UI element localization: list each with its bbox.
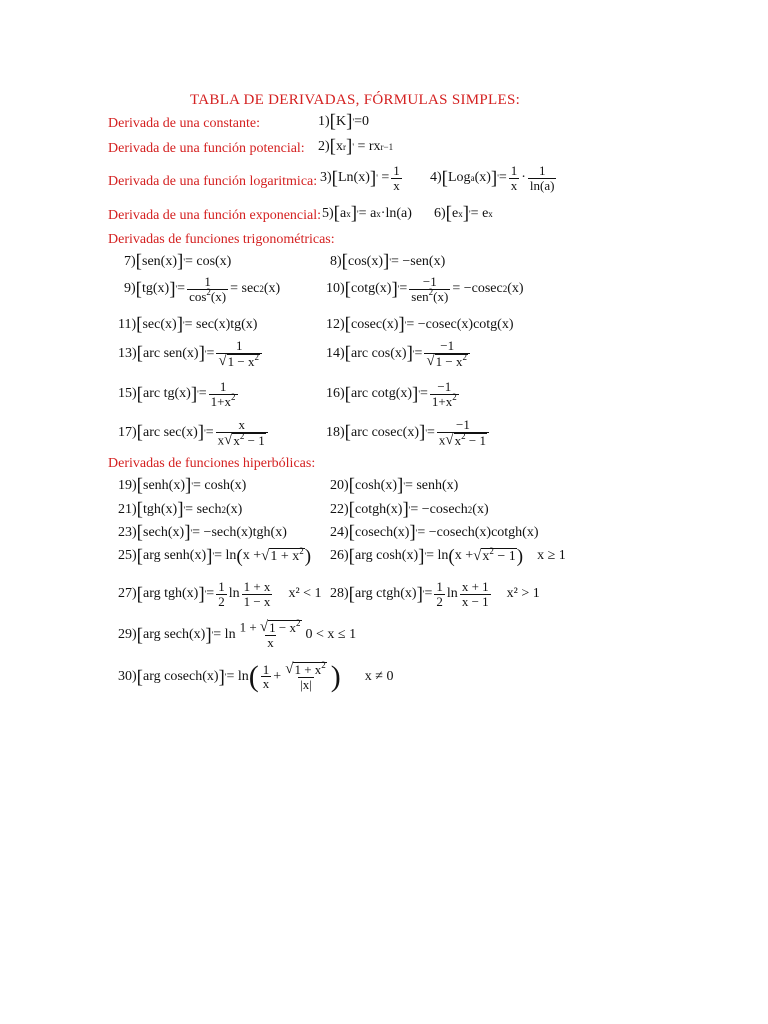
formula-number: 3)	[320, 170, 332, 186]
formula-number: 28)	[330, 586, 349, 602]
formula-28: 28) [ arg ctgh(x) ] ' = $\frac{1}{2}$ ln $\frac{x + 1}{x - 1}$ x² > 1	[330, 579, 540, 609]
formula-2: 2) [ x r ] ' = rx r−1	[318, 136, 394, 157]
formula-30: 30) [ arg cosech(x) ] ' = ln ( $\frac{1}{x}$ + √ $1 + x^2$ |x| ) x ≠ 0	[118, 660, 394, 694]
formula-number: 13)	[118, 345, 137, 361]
formula-11: 11) [ sec(x) ] ' = sec(x)tg(x)	[118, 314, 258, 335]
formula-number: 12)	[326, 316, 345, 332]
formula-number: 11)	[118, 316, 137, 332]
page-title: TABLA DE DERIVADAS, FÓRMULAS SIMPLES:	[190, 92, 521, 108]
formula-13: 13) [ arc sen(x) ] ' = 1 √ $1 - x^2$	[118, 339, 264, 369]
section-label-exponencial: Derivada de una función exponencial:	[108, 208, 322, 223]
section-label-trigonometricas: Derivadas de funciones trigonométricas:	[108, 232, 335, 247]
formula-26: 26) [ arg cosh(x) ] ' = ln ( x + √ $x^2 - 1$ ) x ≥ 1	[330, 545, 566, 567]
condition-29: 0 < x ≤ 1	[305, 627, 357, 643]
formula-10: 10) [ cotg(x) ] ' = $\frac{-1}{sen^2(x)}$ = −cosec 2 (x)	[326, 274, 524, 304]
formula-29: 29) [ arg sech(x) ] ' = ln 1 + √ $1 - x^2$ x 0 < x ≤ 1	[118, 618, 357, 651]
formula-7: 7) [ sen(x) ] ' = cos(x)	[124, 251, 232, 272]
formula-number: 19)	[118, 477, 137, 493]
formula-number: 30)	[118, 669, 137, 685]
formula-25: 25) [ arg senh(x) ] ' = ln ( x + √ $1 + x^2$ )	[118, 545, 312, 567]
formula-4: 4) [ Log a (x) ] ' = $\frac{1}{x}$ · $\frac{1}{\ln(a)}$	[430, 163, 555, 193]
formula-number: 2)	[318, 138, 330, 154]
formula-number: 1)	[318, 113, 330, 129]
formula-14: 14) [ arc cos(x) ] ' = −1 √ $1 - x^2$	[326, 339, 472, 369]
formula-23: 23) [ sech(x) ] ' = −sech(x)tgh(x)	[118, 522, 287, 543]
condition-30: x ≠ 0	[364, 669, 394, 685]
formula-number: 5)	[322, 205, 334, 221]
formula-24: 24) [ cosech(x) ] ' = −cosech(x)cotgh(x)	[330, 522, 539, 543]
formula-15: 15) [ arc tg(x) ] ' = $\frac{1}{1+x^2}$	[118, 379, 236, 409]
formula-19: 19) [ senh(x) ] ' = cosh(x)	[118, 475, 247, 496]
formula-number: 16)	[326, 386, 345, 402]
section-label-hiperbolicas: Derivadas de funciones hiperbólicas:	[108, 456, 316, 471]
formula-number: 9)	[124, 281, 136, 297]
formula-number: 14)	[326, 345, 345, 361]
formula-17: 17) [ arc sec(x) ] ' = x x √ $x^2 - 1$	[118, 418, 270, 448]
formula-number: 29)	[118, 627, 137, 643]
formula-20: 20) [ cosh(x) ] ' = senh(x)	[330, 475, 459, 496]
formula-27: 27) [ arg tgh(x) ] ' = $\frac{1}{2}$ ln $\frac{1 + x}{1 - x}$ x² < 1	[118, 579, 322, 609]
formula-number: 22)	[330, 501, 349, 517]
formula-6: 6) [ e x ] ' = e x	[434, 203, 493, 224]
formula-5: 5) [ a x ] ' = a x ·ln(a)	[322, 203, 412, 224]
formula-1: 1) [ K ] ' =0	[318, 111, 369, 132]
formula-12: 12) [ cosec(x) ] ' = −cosec(x)cotg(x)	[326, 314, 514, 335]
section-label-logaritmica: Derivada de una función logaritmica:	[108, 174, 318, 189]
section-label-constante: Derivada de una constante:	[108, 116, 260, 131]
formula-number: 15)	[118, 386, 137, 402]
formula-number: 8)	[330, 253, 342, 269]
formula-number: 10)	[326, 281, 345, 297]
formula-number: 4)	[430, 170, 442, 186]
formula-number: 6)	[434, 205, 446, 221]
formula-number: 18)	[326, 424, 345, 440]
formula-16: 16) [ arc cotg(x) ] ' = $\frac{-1}{1+x^2}$	[326, 379, 457, 409]
formula-number: 24)	[330, 524, 349, 540]
condition-27: x² < 1	[288, 586, 322, 602]
formula-number: 27)	[118, 586, 137, 602]
formula-number: 23)	[118, 524, 137, 540]
formula-3: 3) [ Ln(x) ] ' = $\frac{1}{x}$	[320, 163, 400, 193]
section-label-potencial: Derivada de una función potencial:	[108, 141, 305, 156]
formula-number: 17)	[118, 424, 137, 440]
formula-18: 18) [ arc cosec(x) ] ' = −1 x √ $x^2 - 1$	[326, 418, 491, 448]
formula-22: 22) [ cotgh(x) ] ' = −cosech 2 (x)	[330, 499, 489, 520]
formula-number: 7)	[124, 253, 136, 269]
formula-number: 20)	[330, 477, 349, 493]
formula-8: 8) [ cos(x) ] ' = −sen(x)	[330, 251, 446, 272]
formula-9: 9) [ tg(x) ] ' = $\frac{1}{\cos^2(x)}$ = sec 2 (x)	[124, 274, 281, 304]
formula-21: 21) [ tgh(x) ] ' = sech 2 (x)	[118, 499, 243, 520]
condition-26: x ≥ 1	[537, 548, 566, 564]
formula-number: 21)	[118, 501, 137, 517]
formula-number: 26)	[330, 548, 349, 564]
condition-28: x² > 1	[506, 586, 540, 602]
formula-number: 25)	[118, 548, 137, 564]
